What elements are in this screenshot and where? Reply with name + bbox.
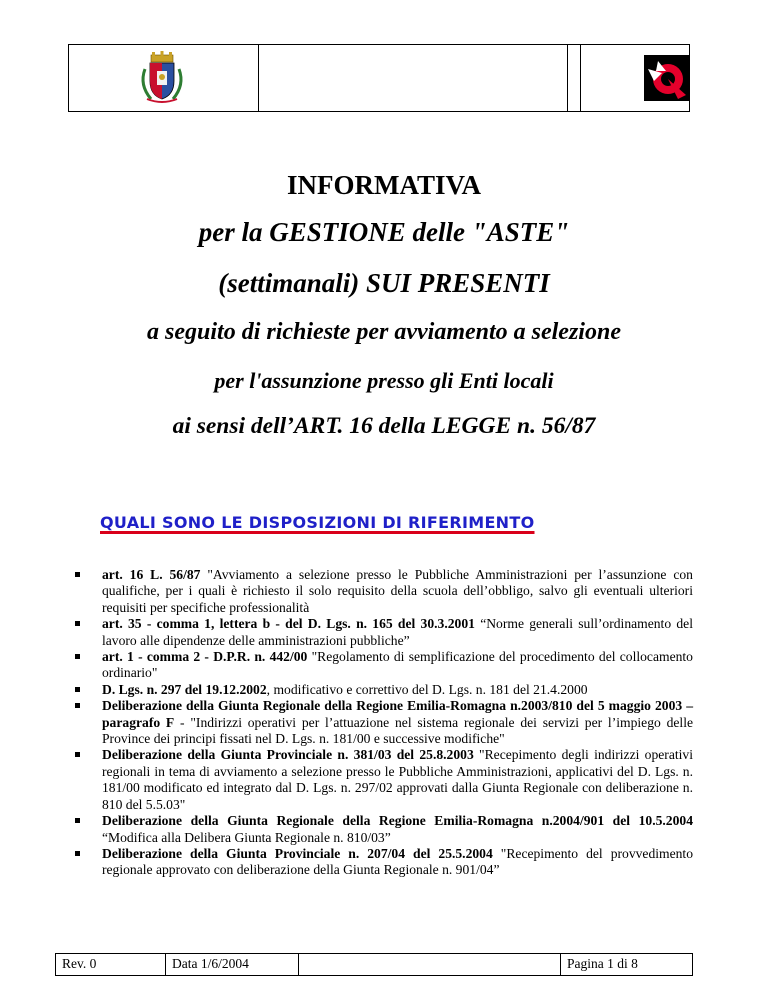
reference-text: , modificativo e correttivo del D. Lgs. n. 181 del 21.4.2000 (266, 681, 588, 697)
document-title: INFORMATIVA (286, 170, 481, 200)
reference-text: "Recepimento degli indirizzi operativi regionali in tema di avviamento a selezione presso le Pubbliche Amministrazioni, applicativi del D. Lgs. n. 181/00 modificato ed integrato dal D. Lgs. n. 297/02 approvati dalla Giunta Regionale con deliberazione n. 810 del 5.5.03" (102, 747, 693, 812)
coat-of-arms-logo (137, 51, 187, 105)
references-list (75, 567, 693, 879)
bullet-icon (75, 703, 80, 708)
document-subtitle-1: per la GESTIONE delle "ASTE" (198, 217, 570, 247)
bullet-icon (75, 687, 80, 692)
list-item (75, 649, 693, 682)
reference-text: - "Indirizzi operativi per l’attuazione nel sistema regionale dei servizi per l’impiego delle Province dei principi fissati nel D. Lgs. n. 181/00 e successive modifiche" (102, 714, 694, 747)
list-item (75, 747, 693, 813)
header-cell-blank (259, 45, 568, 111)
list-item (75, 813, 693, 846)
header-cell-narrow (568, 45, 581, 111)
footer-blank-cell (299, 954, 561, 975)
reference-bold: art. 1 - comma 2 - D.P.R. n. 442/00 (102, 649, 308, 665)
reference-bold: art. 16 L. 56/87 (102, 567, 201, 582)
bullet-icon (75, 654, 80, 659)
list-item (75, 616, 693, 649)
list-item (75, 567, 693, 616)
header-cell-mark (581, 45, 689, 111)
reference-text: "Recepimento del provvedimento regionale approvato con deliberazione della Giunta Regionale n. 901/04” (102, 845, 693, 878)
reference-bold: Deliberazione della Giunta Regionale della Regione Emilia-Romagna n.2004/901 del 10.5.2004 (102, 813, 693, 829)
document-subtitle-3: a seguito di richieste per avviamento a selezione (147, 319, 621, 345)
document-subtitle-4: per l'assunzione presso gli Enti locali (214, 368, 554, 393)
section-heading: QUALI SONO LE DISPOSIZIONI DI RIFERIMENTO (100, 513, 535, 532)
footer-page-number: Pagina 1 di 8 (567, 956, 638, 971)
bullet-icon (75, 621, 80, 626)
document-subtitle-2: (settimanali) SUI PRESENTI (218, 268, 550, 298)
reference-bold: Deliberazione della Giunta Regionale della Regione Emilia-Romagna n.2003/810 del 5 maggio 2003 – paragrafo F (102, 698, 693, 730)
reference-bold: art. 35 - comma 1, lettera b - del D. Lgs. n. 165 del 30.3.2001 (102, 616, 475, 632)
header-cell-crest (69, 45, 259, 111)
bullet-icon (75, 818, 80, 823)
q-brand-logo (644, 55, 690, 101)
reference-text: “Modifica alla Delibera Giunta Regionale n. 810/03” (102, 829, 391, 845)
list-item (75, 846, 693, 879)
bullet-icon (75, 851, 80, 856)
reference-text: "Regolamento di semplificazione del procedimento del collocamento ordinario" (102, 649, 693, 681)
bullet-icon (75, 752, 80, 757)
bullet-icon (75, 572, 80, 577)
footer-table (55, 953, 693, 976)
document-subtitle-5: ai sensi dell’ART. 16 della LEGGE n. 56/87 (172, 413, 596, 439)
reference-bold: Deliberazione della Giunta Provinciale n. 207/04 del 25.5.2004 (102, 845, 493, 861)
reference-bold: D. Lgs. n. 297 del 19.12.2002 (102, 681, 267, 697)
reference-text: “Norme generali sull’ordinamento del lavoro alle dipendenze delle amministrazioni pubbliche” (102, 616, 693, 648)
footer-date: Data 1/6/2004 (166, 954, 299, 975)
list-item (75, 698, 693, 747)
list-item (75, 682, 693, 698)
reference-text: "Avviamento a selezione presso le Pubbliche Amministrazioni per l’assunzione con qualifiche, per i quali è richiesto il solo requisito della scuola dell’obbligo, salvo gli eventuali ulteriori requisiti per specifiche professionalità (102, 567, 693, 615)
header-table (68, 44, 690, 112)
reference-bold: Deliberazione della Giunta Provinciale n. 381/03 del 25.8.2003 (102, 747, 474, 763)
footer-revision: Rev. 0 (56, 954, 166, 975)
